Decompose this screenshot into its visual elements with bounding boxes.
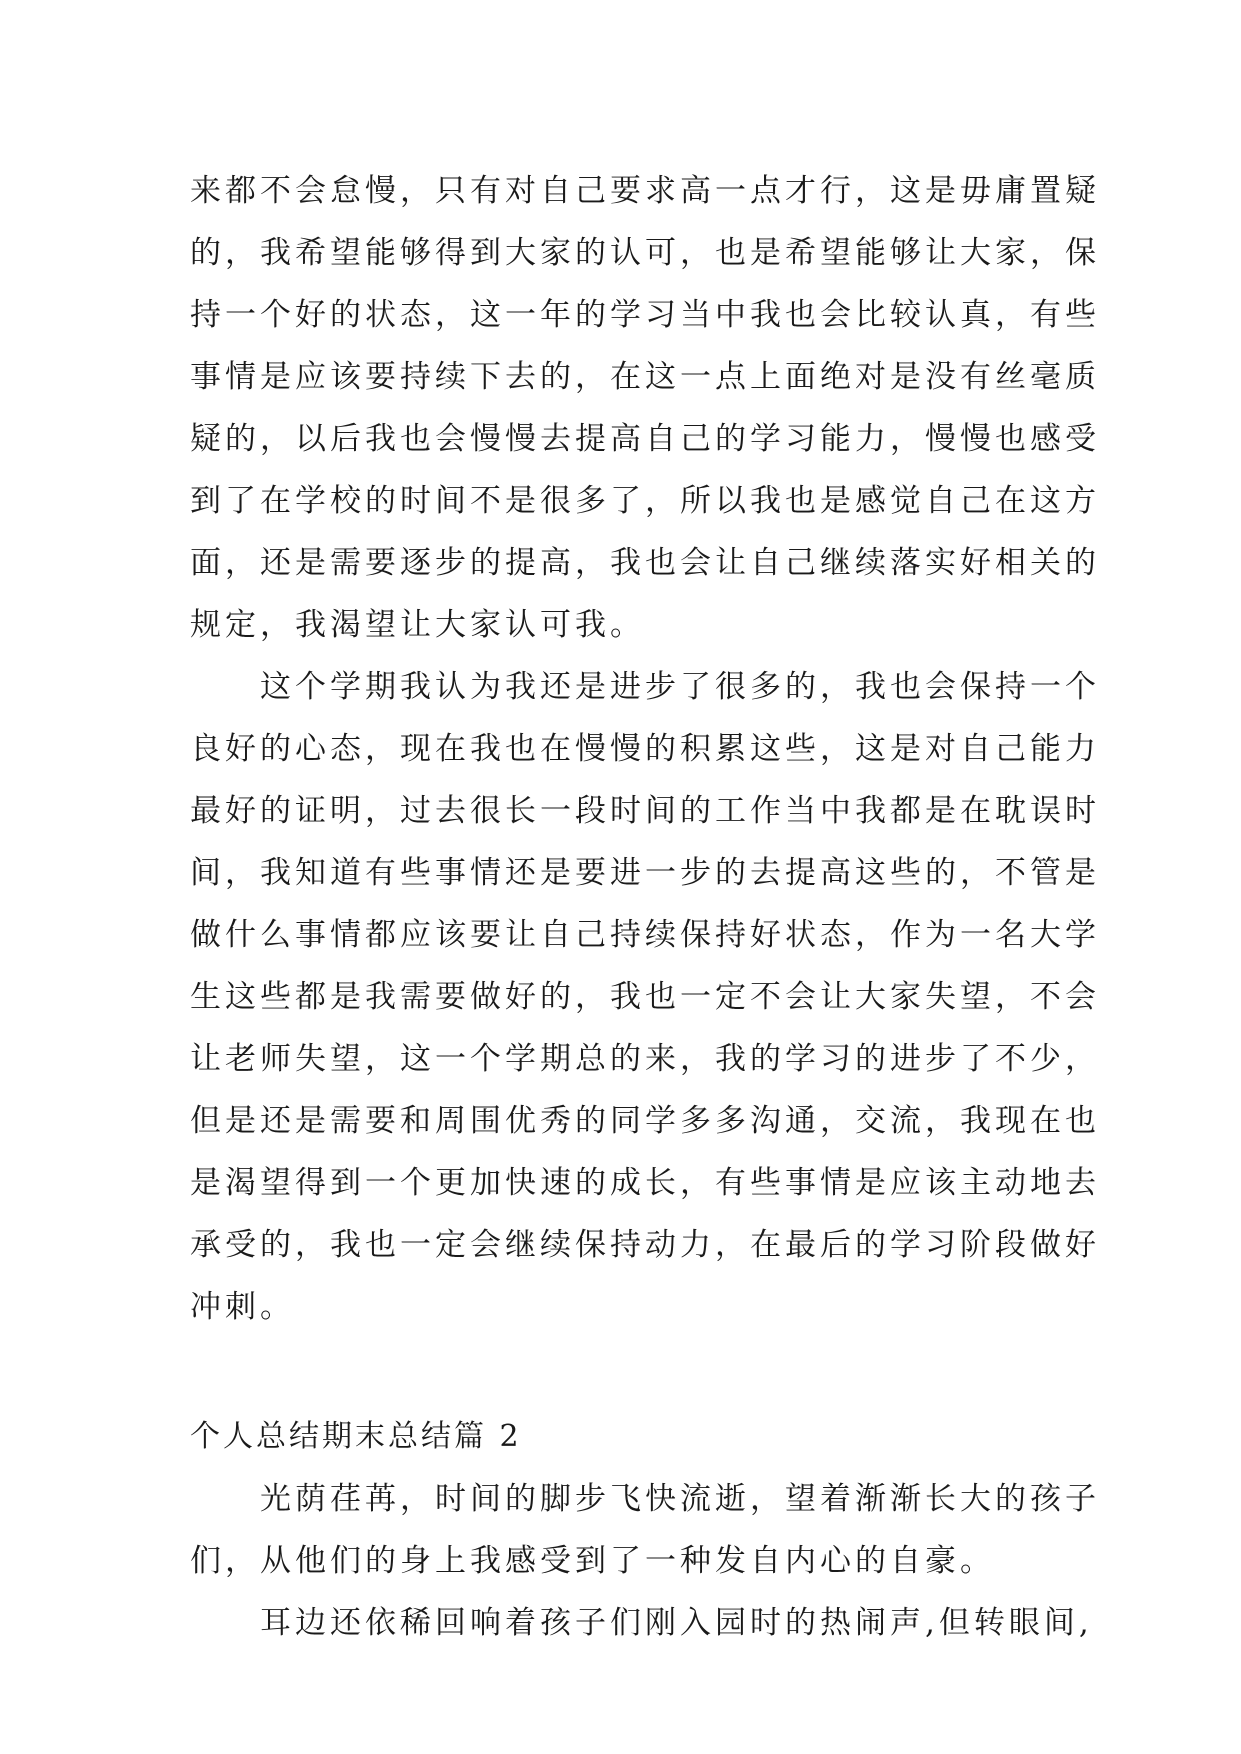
section-heading: 个人总结期末总结篇 2 (190, 1419, 522, 1454)
text-line: 冲刺。 (190, 1289, 295, 1325)
text-line: 做什么事情都应该要让自己持续保持好状态，作为一名大学 (190, 917, 1100, 953)
text-line: 事情是应该要持续下去的，在这一点上面绝对是没有丝毫质 (190, 359, 1100, 395)
text-line: 但是还是需要和周围优秀的同学多多沟通，交流，我现在也 (190, 1103, 1100, 1139)
document-body (190, 160, 1100, 1654)
text-line: 规定，我渴望让大家认可我。 (190, 607, 645, 643)
text-line: 让老师失望，这一个学期总的来，我的学习的进步了不少， (190, 1041, 1100, 1077)
text-line: 光荫荏苒，时间的脚步飞快流逝，望着渐渐长大的孩子 (260, 1481, 1100, 1517)
text-line: 耳边还依稀回响着孩子们刚入园时的热闹声,但转眼间, (260, 1605, 1093, 1641)
text-line: 面，还是需要逐步的提高，我也会让自己继续落实好相关的 (190, 545, 1100, 581)
text-line: 良好的心态，现在我也在慢慢的积累这些，这是对自己能力 (190, 731, 1100, 767)
text-line: 疑的，以后我也会慢慢去提高自己的学习能力，慢慢也感受 (190, 421, 1100, 457)
text-line: 最好的证明，过去很长一段时间的工作当中我都是在耽误时 (190, 793, 1100, 829)
text-line: 间，我知道有些事情还是要进一步的去提高这些的，不管是 (190, 855, 1100, 891)
text-line: 生这些都是我需要做好的，我也一定不会让大家失望，不会 (190, 979, 1100, 1015)
text-line: 这个学期我认为我还是进步了很多的，我也会保持一个 (260, 669, 1100, 705)
text-line: 的，我希望能够得到大家的认可，也是希望能够让大家，保 (190, 235, 1100, 271)
text-line: 是渴望得到一个更加快速的成长，有些事情是应该主动地去 (190, 1165, 1100, 1201)
text-line: 持一个好的状态，这一年的学习当中我也会比较认真，有些 (190, 297, 1100, 333)
text-line: 们，从他们的身上我感受到了一种发自内心的自豪。 (190, 1543, 995, 1579)
text-line: 来都不会怠慢，只有对自己要求高一点才行，这是毋庸置疑 (190, 173, 1100, 209)
text-line: 承受的，我也一定会继续保持动力，在最后的学习阶段做好 (190, 1227, 1100, 1263)
paragraph-4 (190, 1592, 1093, 1654)
text-line: 到了在学校的时间不是很多了，所以我也是感觉自己在这方 (190, 483, 1100, 519)
paragraph-3 (190, 1468, 1100, 1592)
paragraph-1 (190, 160, 1100, 656)
section-spacer (190, 1338, 1070, 1406)
paragraph-2 (190, 656, 1100, 1338)
